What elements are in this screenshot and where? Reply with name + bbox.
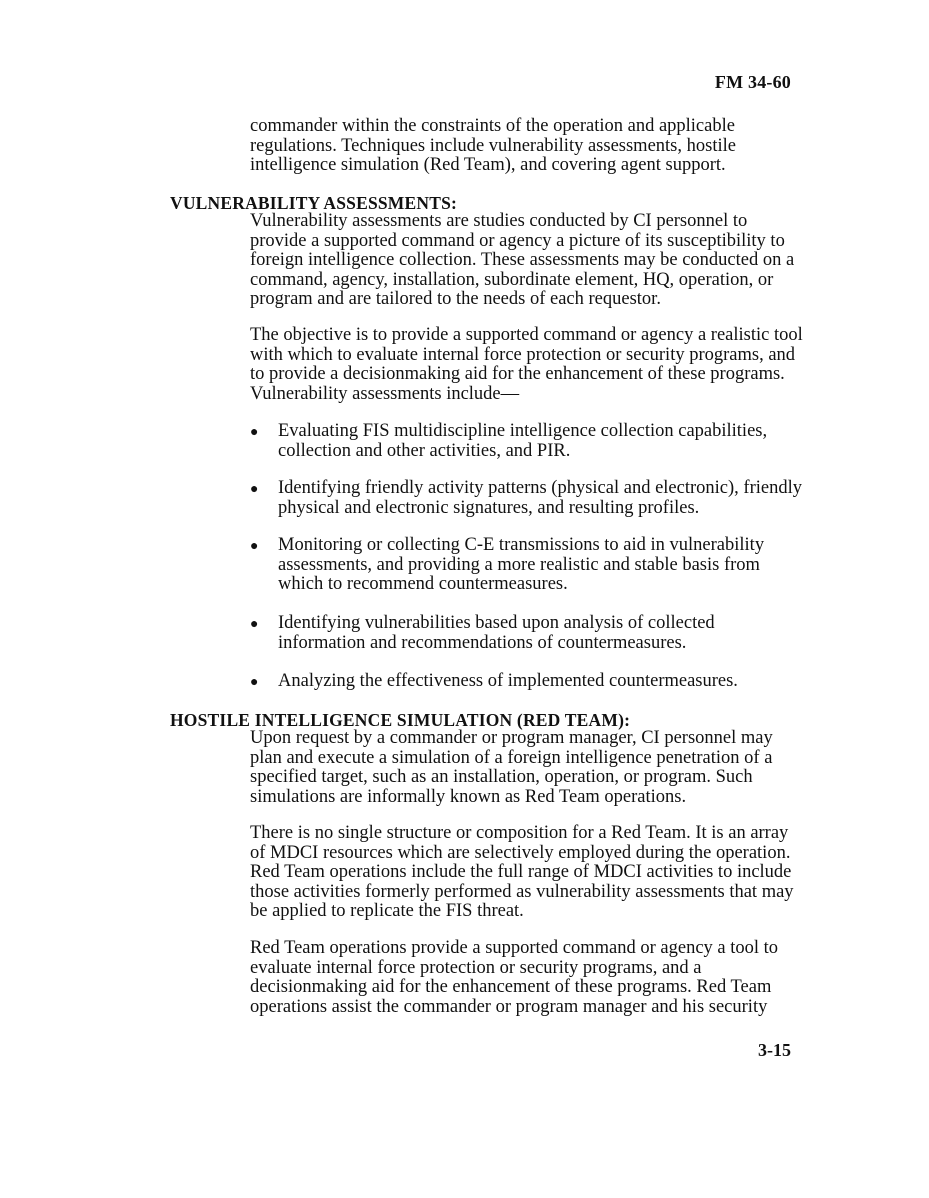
bullet-text: Identifying friendly activity patterns (physical and electronic), friendly physical and electronic signatures, and resulting profiles.: [278, 478, 802, 518]
bullet-item: [250, 672, 805, 693]
section-heading-vulnerability: VULNERABILITY ASSESSMENTS:: [170, 193, 458, 213]
red-team-paragraph-3: Red Team operations provide a supported command or agency a tool to evaluate internal force protection or security programs, and a decisionmaking aid for the enhancement of these programs. Red Team operations assist the commander or program manager and his security: [250, 938, 779, 1017]
bullet-item: [250, 614, 805, 653]
vulnerability-paragraph-1: Vulnerability assessments are studies conducted by CI personnel to provide a supported command or agency a picture of its susceptibility to foreign intelligence collection. These assessments may be conducted on a command, agency, installation, subordinate element, HQ, operation, or program and are tailored to the needs of each requestor.: [250, 211, 795, 309]
bullet-dot-icon: ●: [250, 675, 259, 690]
bullet-text: Evaluating FIS multidiscipline intelligence collection capabilities, collection and other activities, and PIR.: [278, 421, 768, 461]
intro-paragraph: commander within the constraints of the operation and applicable regulations. Techniques include vulnerability assessments, hostile intelligence simulation (Red Team), and covering agent support.: [250, 116, 736, 175]
bullet-dot-icon: ●: [250, 617, 259, 632]
bullet-dot-icon: ●: [250, 539, 259, 554]
red-team-paragraph-2: There is no single structure or composition for a Red Team. It is an array of MDCI resources which are selectively employed during the operation. Red Team operations include the full range of MDCI activities to include those activities formerly performed as vulnerability assessments that may be applied to replicate the FIS threat.: [250, 823, 794, 921]
bullet-text: Identifying vulnerabilities based upon analysis of collected information and recommendations of countermeasures.: [278, 613, 715, 653]
bullet-text: Monitoring or collecting C-E transmissions to aid in vulnerability assessments, and providing a more realistic and stable basis from which to recommend countermeasures.: [278, 535, 765, 594]
red-team-paragraph-1: Upon request by a commander or program manager, CI personnel may plan and execute a simulation of a foreign intelligence penetration of a specified target, such as an installation, operation, or program. Such simulations are informally known as Red Team operations.: [250, 728, 773, 807]
page-header-doc-id: FM 34-60: [714, 72, 791, 92]
bullet-item: [250, 536, 805, 595]
page-number: 3-15: [758, 1040, 791, 1060]
bullet-item: [250, 479, 805, 518]
bullet-text: Analyzing the effectiveness of implemented countermeasures.: [278, 671, 738, 691]
section-heading-red-team: HOSTILE INTELLIGENCE SIMULATION (RED TEAM):: [170, 710, 631, 730]
bullet-dot-icon: ●: [250, 425, 259, 440]
bullet-dot-icon: ●: [250, 482, 259, 497]
vulnerability-paragraph-2: The objective is to provide a supported command or agency a realistic tool with which to evaluate internal force protection or security programs, and to provide a decisionmaking aid for the enhancement of these programs. Vulnerability assessments include—: [250, 325, 803, 404]
bullet-item: [250, 422, 805, 461]
